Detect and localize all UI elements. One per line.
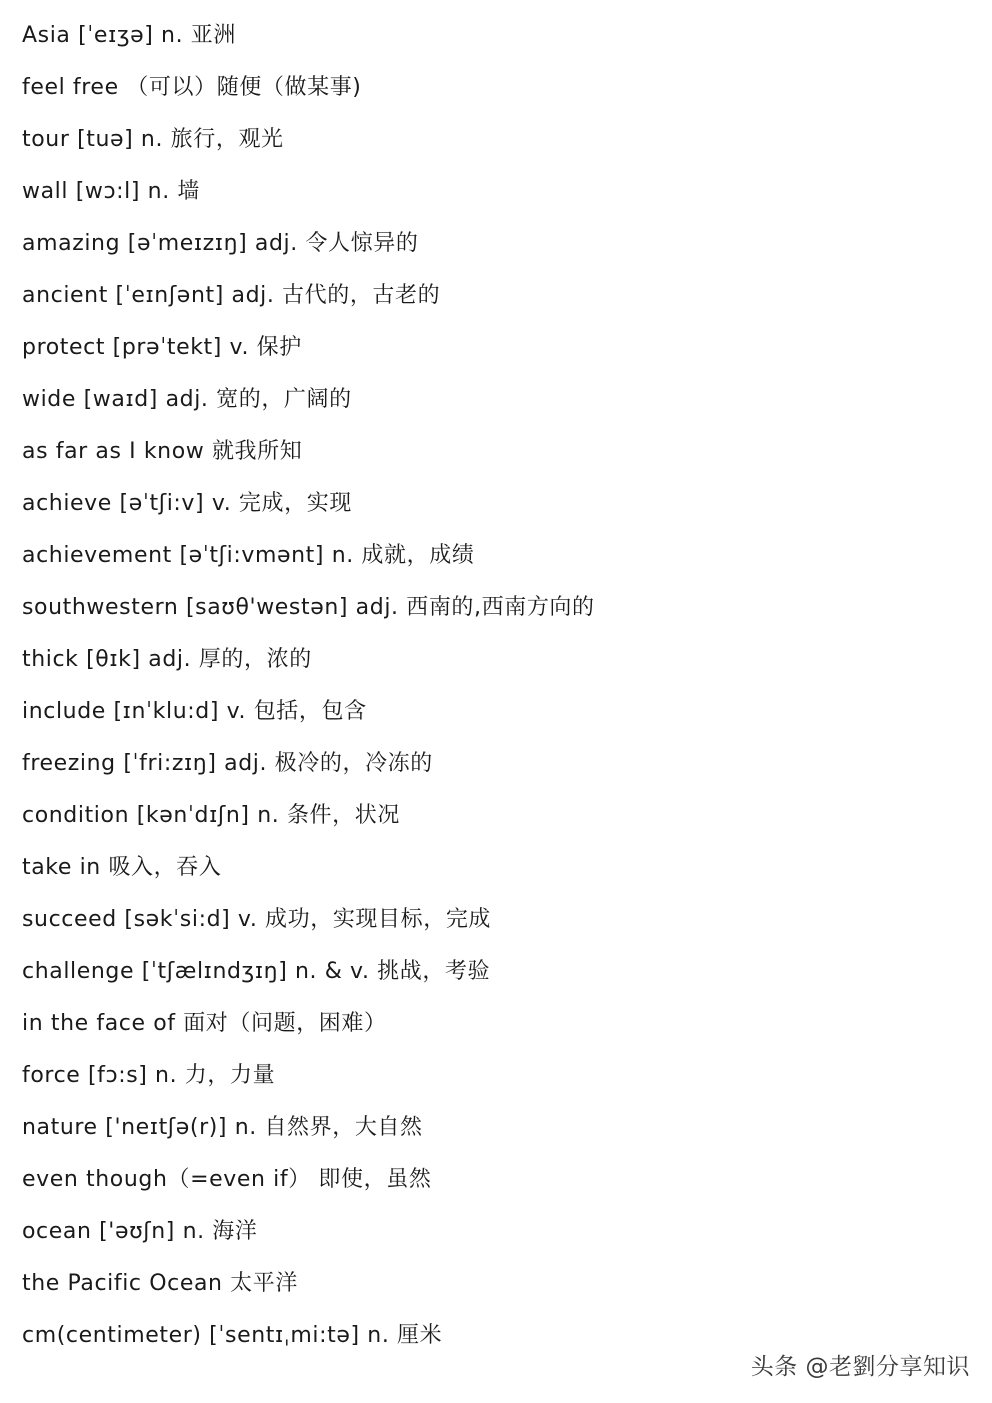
vocab-entry — [22, 218, 962, 270]
vocab-entry — [22, 842, 962, 894]
vocabulary-list — [22, 10, 962, 1362]
vocab-entry — [22, 1258, 962, 1310]
vocab-entry — [22, 478, 962, 530]
vocab-entry — [22, 166, 962, 218]
vocab-entry — [22, 1050, 962, 1102]
vocab-entry-text: the Pacific Ocean 太平洋 — [22, 1271, 298, 1296]
vocab-entry — [22, 426, 962, 478]
vocab-entry — [22, 270, 962, 322]
vocab-entry — [22, 582, 962, 634]
vocab-entry-text: succeed [səkˈsi:d] v. 成功，实现目标，完成 — [22, 907, 492, 932]
vocab-entry — [22, 322, 962, 374]
vocab-entry-text: nature ['neɪtʃə(r)] n. 自然界，大自然 — [22, 1115, 423, 1140]
vocab-entry-text: condition [kənˈdɪʃn] n. 条件，状况 — [22, 803, 400, 828]
vocab-entry — [22, 1102, 962, 1154]
vocab-entry — [22, 62, 962, 114]
vocab-entry — [22, 946, 962, 998]
vocab-entry-text: protect [prəˈtekt] v. 保护 — [22, 335, 302, 360]
vocab-entry — [22, 634, 962, 686]
vocab-entry — [22, 530, 962, 582]
vocab-entry — [22, 114, 962, 166]
source-watermark: 头条 @老劉分享知识 — [750, 1354, 970, 1380]
vocab-entry-text: force [fɔ:s] n. 力，力量 — [22, 1063, 276, 1088]
vocab-entry-text: include [ɪnˈklu:d] v. 包括，包含 — [22, 699, 367, 724]
vocab-entry-text: achieve [əˈtʃi:v] v. 完成，实现 — [22, 491, 352, 516]
vocab-entry — [22, 1154, 962, 1206]
vocab-entry-text: achievement [əˈtʃi:vmənt] n. 成就，成绩 — [22, 543, 475, 568]
vocab-entry — [22, 686, 962, 738]
vocab-entry-text: even though（=even if） 即使，虽然 — [22, 1167, 432, 1192]
vocab-entry-text: freezing [ˈfri:zɪŋ] adj. 极冷的，冷冻的 — [22, 751, 433, 776]
vocab-entry-text: in the face of 面对（问题，困难） — [22, 1011, 387, 1036]
vocab-entry — [22, 1206, 962, 1258]
vocab-entry-text: amazing [əˈmeɪzɪŋ] adj. 令人惊异的 — [22, 231, 419, 256]
vocab-entry-text: ancient [ˈeɪnʃənt] adj. 古代的，古老的 — [22, 283, 441, 308]
vocab-entry-text: wall [wɔ:l] n. 墙 — [22, 179, 200, 204]
vocab-entry-text: take in 吸入，吞入 — [22, 855, 222, 880]
vocab-entry — [22, 998, 962, 1050]
vocab-entry — [22, 894, 962, 946]
vocab-entry — [22, 374, 962, 426]
vocab-entry-text: thick [θɪk] adj. 厚的，浓的 — [22, 647, 312, 672]
vocab-entry-text: wide [waɪd] adj. 宽的，广阔的 — [22, 387, 352, 412]
vocab-entry-text: tour [tuə] n. 旅行，观光 — [22, 127, 284, 152]
vocab-entry — [22, 738, 962, 790]
vocab-entry — [22, 10, 962, 62]
vocab-entry-text: ocean ['əʊʃn] n. 海洋 — [22, 1219, 258, 1244]
vocab-entry-text: feel free （可以）随便（做某事) — [22, 75, 362, 100]
vocab-entry-text: as far as I know 就我所知 — [22, 439, 303, 464]
vocab-entry-text: Asia [ˈeɪʒə] n. 亚洲 — [22, 23, 236, 48]
vocab-entry-text: southwestern [saʊθ'westən] adj. 西南的,西南方向的 — [22, 595, 595, 620]
vocab-entry — [22, 790, 962, 842]
vocab-entry-text: challenge [ˈtʃælɪndʒɪŋ] n. & v. 挑战，考验 — [22, 959, 491, 984]
vocab-entry-text: cm(centimeter) [ˈsentɪˌmi:tə] n. 厘米 — [22, 1323, 443, 1348]
